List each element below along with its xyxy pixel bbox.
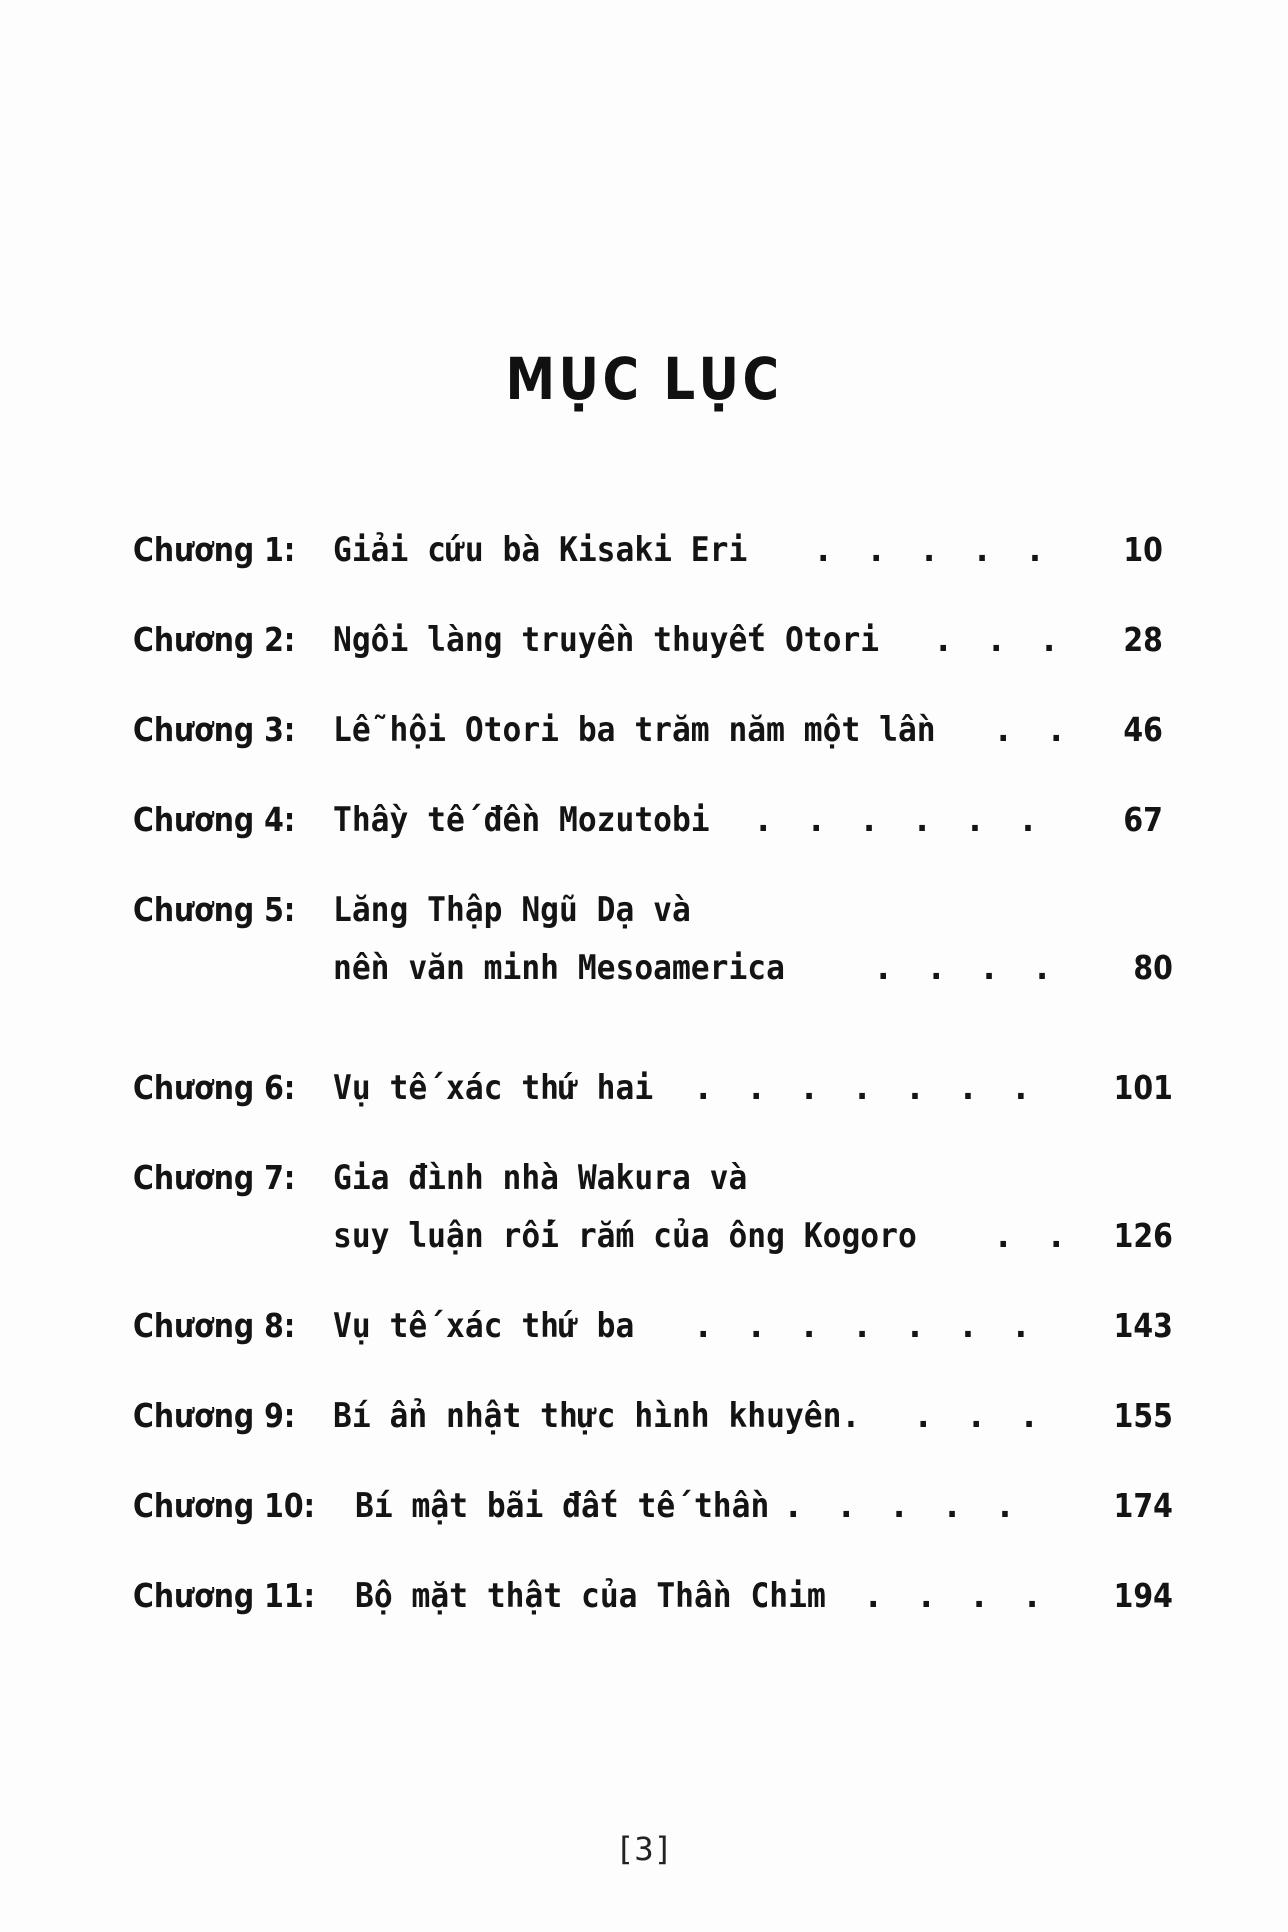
dot-leader: . . . . . — [783, 1486, 1022, 1526]
dot-leader: . . — [993, 710, 1073, 750]
page-number: 126 — [1113, 1216, 1173, 1255]
chapter-title: Vụ tế xác thứ ba — [333, 1306, 635, 1346]
chapter-label: Chương 11: — [133, 1576, 315, 1615]
toc-entry-3 — [133, 710, 1173, 760]
page-number: 46 — [1123, 710, 1163, 749]
chapter-label: Chương 10: — [133, 1486, 315, 1525]
page-footer-number: [3] — [615, 1830, 673, 1868]
page-number: 155 — [1113, 1396, 1173, 1435]
chapter-title-line2: nền văn minh Mesoamerica — [333, 948, 785, 988]
toc-entry-10 — [133, 1486, 1173, 1536]
dot-leader: . . . . . — [813, 530, 1052, 570]
chapter-label: Chương 1: — [133, 530, 296, 569]
chapter-label: Chương 9: — [133, 1396, 296, 1435]
page-number: 80 — [1133, 948, 1173, 987]
toc-entry-8 — [133, 1306, 1173, 1356]
page-number: 174 — [1113, 1486, 1173, 1525]
dot-leader: . . . . — [863, 1576, 1049, 1616]
chapter-label: Chương 6: — [133, 1068, 296, 1107]
dot-leader: . . . . . . — [753, 800, 1045, 840]
toc-entry-5 — [133, 890, 1173, 940]
chapter-label: Chương 7: — [133, 1158, 296, 1197]
page-number: 143 — [1113, 1306, 1173, 1345]
dot-leader: . . . . . . . — [693, 1306, 1038, 1346]
chapter-title: Ngôi làng truyền thuyết Otori — [333, 620, 880, 660]
toc-entry-5-continued — [133, 948, 1173, 998]
toc-entry-2 — [133, 620, 1173, 670]
dot-leader: . . — [993, 1216, 1073, 1256]
chapter-title: Gia đình nhà Wakura và — [333, 1158, 748, 1198]
page-number: 10 — [1123, 530, 1163, 569]
chapter-title: Lễ hội Otori ba trăm năm một lần — [333, 710, 936, 750]
chapter-label: Chương 8: — [133, 1306, 296, 1345]
toc-entry-7-continued — [133, 1216, 1173, 1266]
chapter-title: Bí ẩn nhật thực hình khuyên. — [333, 1396, 861, 1436]
page-number: 101 — [1113, 1068, 1173, 1107]
chapter-title: Giải cứu bà Kisaki Eri — [333, 530, 748, 570]
toc-entry-9 — [133, 1396, 1173, 1446]
chapter-title: Lăng Thập Ngũ Dạ và — [333, 890, 691, 930]
chapter-label: Chương 2: — [133, 620, 296, 659]
dot-leader: . . . . — [873, 948, 1059, 988]
chapter-label: Chương 4: — [133, 800, 296, 839]
page-title: MỤC LỤC — [505, 345, 783, 413]
chapter-title: Bộ mặt thật của Thần Chim — [355, 1576, 826, 1616]
toc-entry-4 — [133, 800, 1173, 850]
page-number: 67 — [1123, 800, 1163, 839]
toc-entry-6 — [133, 1068, 1173, 1118]
chapter-title: Thầy tế đền Mozutobi — [333, 800, 710, 840]
dot-leader: . . . . . . . — [693, 1068, 1038, 1108]
toc-entry-11 — [133, 1576, 1173, 1626]
page-number: 28 — [1123, 620, 1163, 659]
toc-entry-7 — [133, 1158, 1173, 1208]
chapter-title: Vụ tế xác thứ hai — [333, 1068, 654, 1108]
toc-entry-1 — [133, 530, 1173, 580]
table-of-contents — [133, 0, 1173, 1932]
chapter-label: Chương 5: — [133, 890, 296, 929]
chapter-title: Bí mật bãi đất tế thần — [355, 1486, 770, 1526]
chapter-label: Chương 3: — [133, 710, 296, 749]
chapter-title-line2: suy luận rối rắm của ông Kogoro — [333, 1216, 917, 1256]
dot-leader: . . . — [913, 1396, 1046, 1436]
dot-leader: . . . — [933, 620, 1066, 660]
page-number: 194 — [1113, 1576, 1173, 1615]
